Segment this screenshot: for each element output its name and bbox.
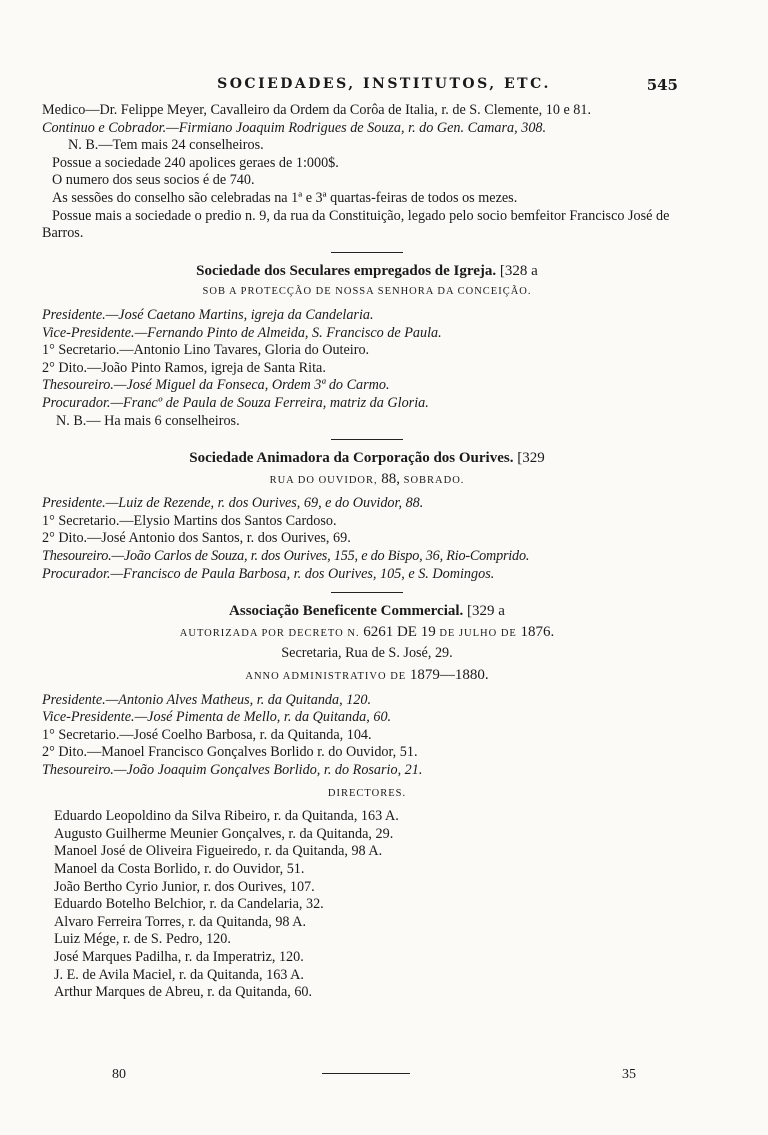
director-row: Alvaro Ferreira Torres, r. da Quitanda, 98 A. — [54, 913, 307, 930]
section-associacao — [42, 603, 692, 1001]
officer-line: Procurador.—Francº de Paula de Souza Ferreira, matriz da Gloria. — [42, 394, 429, 411]
decree-year: 1876. — [520, 623, 555, 640]
section-number: [329 — [517, 450, 545, 467]
section-number: [328 a — [499, 262, 538, 279]
director-row: Manoel José de Oliveira Figueiredo, r. da Quitanda, 98 A. — [54, 843, 383, 860]
page-number: 545 — [646, 76, 678, 94]
section-divider — [331, 592, 403, 593]
officer-line: 1° Secretario.—Elysio Martins dos Santos Cardoso. — [42, 512, 337, 529]
officer-line: Thesoureiro.—João Joaquim Gonçalves Borlido, r. do Rosario, 21. — [42, 762, 423, 778]
director-row: Manoel da Costa Borlido, r. do Ouvidor, 51. — [54, 860, 305, 877]
section-title-text: Sociedade dos Seculares empregados de Igreja. — [196, 262, 497, 279]
officer-line: Thesoureiro.—João Carlos de Souza, r. dos Ourives, 155, e do Bispo, 36, Rio-Comprido. — [42, 548, 530, 565]
officer-line: Presidente.—Antonio Alves Matheus, r. da Quitanda, 120. — [42, 691, 372, 708]
admin-year-range: 1879—1880. — [409, 667, 489, 684]
address-number: 88, — [381, 470, 400, 487]
intro-line: Possue a sociedade 240 apolices geraes de 1:000$. — [52, 154, 339, 171]
officer-line: Presidente.—José Caetano Martins, igreja da Candelaria. — [42, 306, 374, 323]
director-row: Eduardo Botelho Belchior, r. da Candelaria, 32. — [54, 896, 324, 913]
officer-line: Vice-Presidente.—Fernando Pinto de Almeida, S. Francisco de Paula. — [42, 324, 442, 341]
decree-line — [42, 624, 692, 643]
director-row: Augusto Guilherme Meunier Gonçalves, r. da Quitanda, 29. — [54, 825, 394, 842]
director-row: Arthur Marques de Abreu, r. da Quitanda, 60. — [54, 984, 313, 1001]
section-ourives — [42, 450, 692, 583]
decree-month: DE JULHO DE — [439, 627, 517, 639]
intro-line: Continuo e Cobrador.—Firmiano Joaquim Rodrigues de Souza, r. do Gen. Camara, 308. — [42, 119, 547, 136]
decree-number: 6261 DE 19 — [363, 623, 436, 640]
intro-line: O numero dos seus socios é de 740. — [52, 172, 255, 189]
page-body — [42, 102, 692, 1002]
section-subtitle: SOB A PROTECÇÃO DE NOSSA SENHORA DA CONCEIÇÃO. — [202, 286, 532, 298]
address-street: RUA DO OUVIDOR, — [269, 474, 378, 486]
section-title — [42, 263, 692, 281]
officer-line: 2° Dito.—José Antonio dos Santos, r. dos Ourives, 69. — [42, 530, 351, 547]
intro-line: As sessões do conselho são celebradas na 1ª e 3ª quartas-feiras de todos os mezes. — [52, 189, 518, 206]
section-title-text: Sociedade Animadora da Corporação dos Ourives. — [189, 450, 514, 467]
director-row: José Marques Padilha, r. da Imperatriz, 120. — [54, 948, 304, 965]
secretariat-line: Secretaria, Rua de S. José, 29. — [281, 645, 453, 662]
section-title-text: Associação Beneficente Commercial. — [229, 603, 464, 620]
section-seculares — [42, 263, 692, 430]
section-address — [42, 471, 692, 490]
officer-line: Procurador.—Francisco de Paula Barbosa, r. dos Ourives, 105, e S. Domingos. — [42, 565, 495, 582]
officer-line: Thesoureiro.—José Miguel da Fonseca, Ordem 3ª do Carmo. — [42, 377, 390, 394]
director-row: Luiz Mége, r. de S. Pedro, 120. — [54, 931, 231, 948]
page-footer — [0, 1067, 768, 1097]
section-divider — [331, 439, 403, 440]
section-title — [42, 603, 692, 621]
section-number: [329 a — [467, 603, 505, 620]
officer-line: 1° Secretario.—Antonio Lino Tavares, Gloria do Outeiro. — [42, 342, 370, 359]
officer-line: Vice-Presidente.—José Pimenta de Mello, r. da Quitanda, 60. — [42, 709, 392, 726]
note-line: N. B.— Ha mais 6 conselheiros. — [56, 412, 240, 429]
officer-line: 2° Dito.—Manoel Francisco Gonçalves Borlido r. do Ouvidor, 51. — [42, 744, 418, 761]
page-header — [0, 76, 768, 100]
section-divider — [331, 252, 403, 253]
officer-line: 2° Dito.—João Pinto Ramos, igreja de Santa Rita. — [42, 359, 326, 376]
admin-year-label: ANNO ADMINISTRATIVO DE — [245, 671, 407, 683]
directors-list — [42, 808, 692, 1002]
section-title — [42, 450, 692, 468]
intro-line: Possue mais a sociedade o predio n. 9, da rua da Constituição, legado pelo socio bemfeitor Francisco José de Barros. — [42, 207, 670, 242]
footer-signature-left: 80 — [112, 1067, 126, 1082]
officer-line: 1° Secretario.—José Coelho Barbosa, r. da Quitanda, 104. — [42, 726, 372, 743]
decree-label: AUTORIZADA POR DECRETO N. — [179, 627, 360, 639]
intro-block — [42, 102, 692, 243]
running-head: SOCIEDADES, INSTITUTOS, ETC. — [217, 76, 551, 92]
footer-rule — [322, 1073, 410, 1074]
director-row: Eduardo Leopoldino da Silva Ribeiro, r. da Quitanda, 163 A. — [54, 808, 399, 825]
director-row: João Bertho Cyrio Junior, r. dos Ourives, 107. — [54, 878, 315, 895]
admin-year-line — [42, 667, 692, 686]
intro-line: Medico—Dr. Felippe Meyer, Cavalleiro da Ordem da Corôa de Italia, r. de S. Clemente, 10 e 81. — [42, 102, 592, 118]
footer-signature-right: 35 — [622, 1067, 636, 1082]
officer-line: Presidente.—Luiz de Rezende, r. dos Ourives, 69, e do Ouvidor, 88. — [42, 495, 424, 512]
directors-heading: DIRECTORES. — [327, 787, 407, 799]
address-floor: SOBRADO. — [403, 474, 465, 486]
director-row: J. E. de Avila Maciel, r. da Quitanda, 163 A. — [54, 966, 304, 983]
intro-line: N. B.—Tem mais 24 conselheiros. — [68, 137, 264, 154]
